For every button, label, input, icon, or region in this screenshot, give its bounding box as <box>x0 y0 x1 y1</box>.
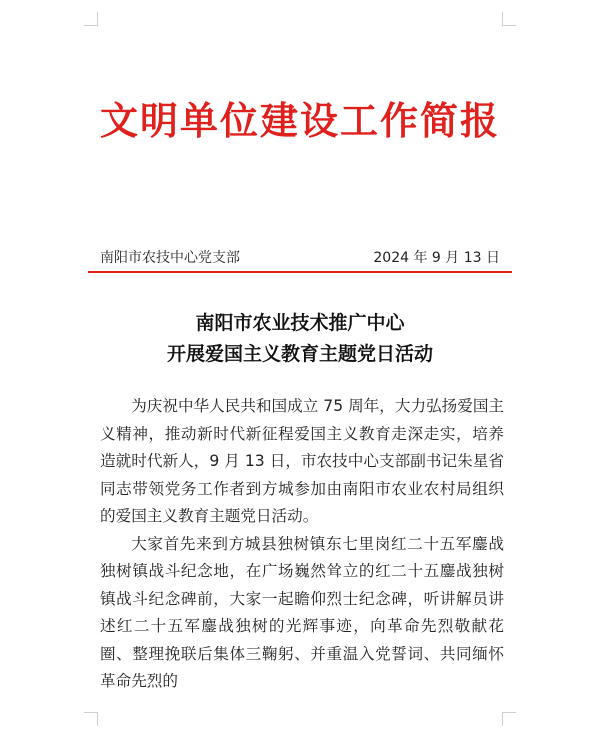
issue-info-row <box>100 246 500 270</box>
crop-mark-bottom-left <box>84 712 98 726</box>
paragraph-2: 大家首先来到方城县独树镇东七里岗红二十五军鏖战独树镇战斗纪念地，在广场巍然耸立的红二十五鏖战独树镇战斗纪念碑前，大家一起瞻仰烈士纪念碑，听讲解员讲述红二十五军鏖战独树的光辉事迹，向革命先烈敬献花圈、整理挽联后集体三鞠躬、并重温入党誓词、共同缅怀革命先烈的 <box>100 534 504 690</box>
issuer-name: 南阳市农技中心党支部 <box>100 250 240 266</box>
crop-mark-bottom-right <box>502 712 516 726</box>
crop-mark-top-left <box>84 12 98 26</box>
article-body <box>100 393 504 696</box>
article-title-line-1: 南阳市农业技术推广中心 <box>195 312 405 334</box>
crop-mark-top-right <box>502 12 516 26</box>
masthead-title: 文明单位建设工作简报 <box>99 99 500 143</box>
article-title-line-2: 开展爱国主义教育主题党日活动 <box>166 343 433 365</box>
issue-date: 2024 年 9 月 13 日 <box>373 250 500 266</box>
paragraph-1: 为庆祝中华人民共和国成立 75 周年，大力弘扬爱国主义精神，推动新时代新征程爱国主义教育走深走实，培养造就时代新人，9 月 13 日，市农技中心支部副书记朱星省同志带领党务工作者到方城参加由南阳市农业农村局组织的爱国主义教育主题党日活动。 <box>100 397 505 525</box>
red-divider-line <box>88 271 512 273</box>
